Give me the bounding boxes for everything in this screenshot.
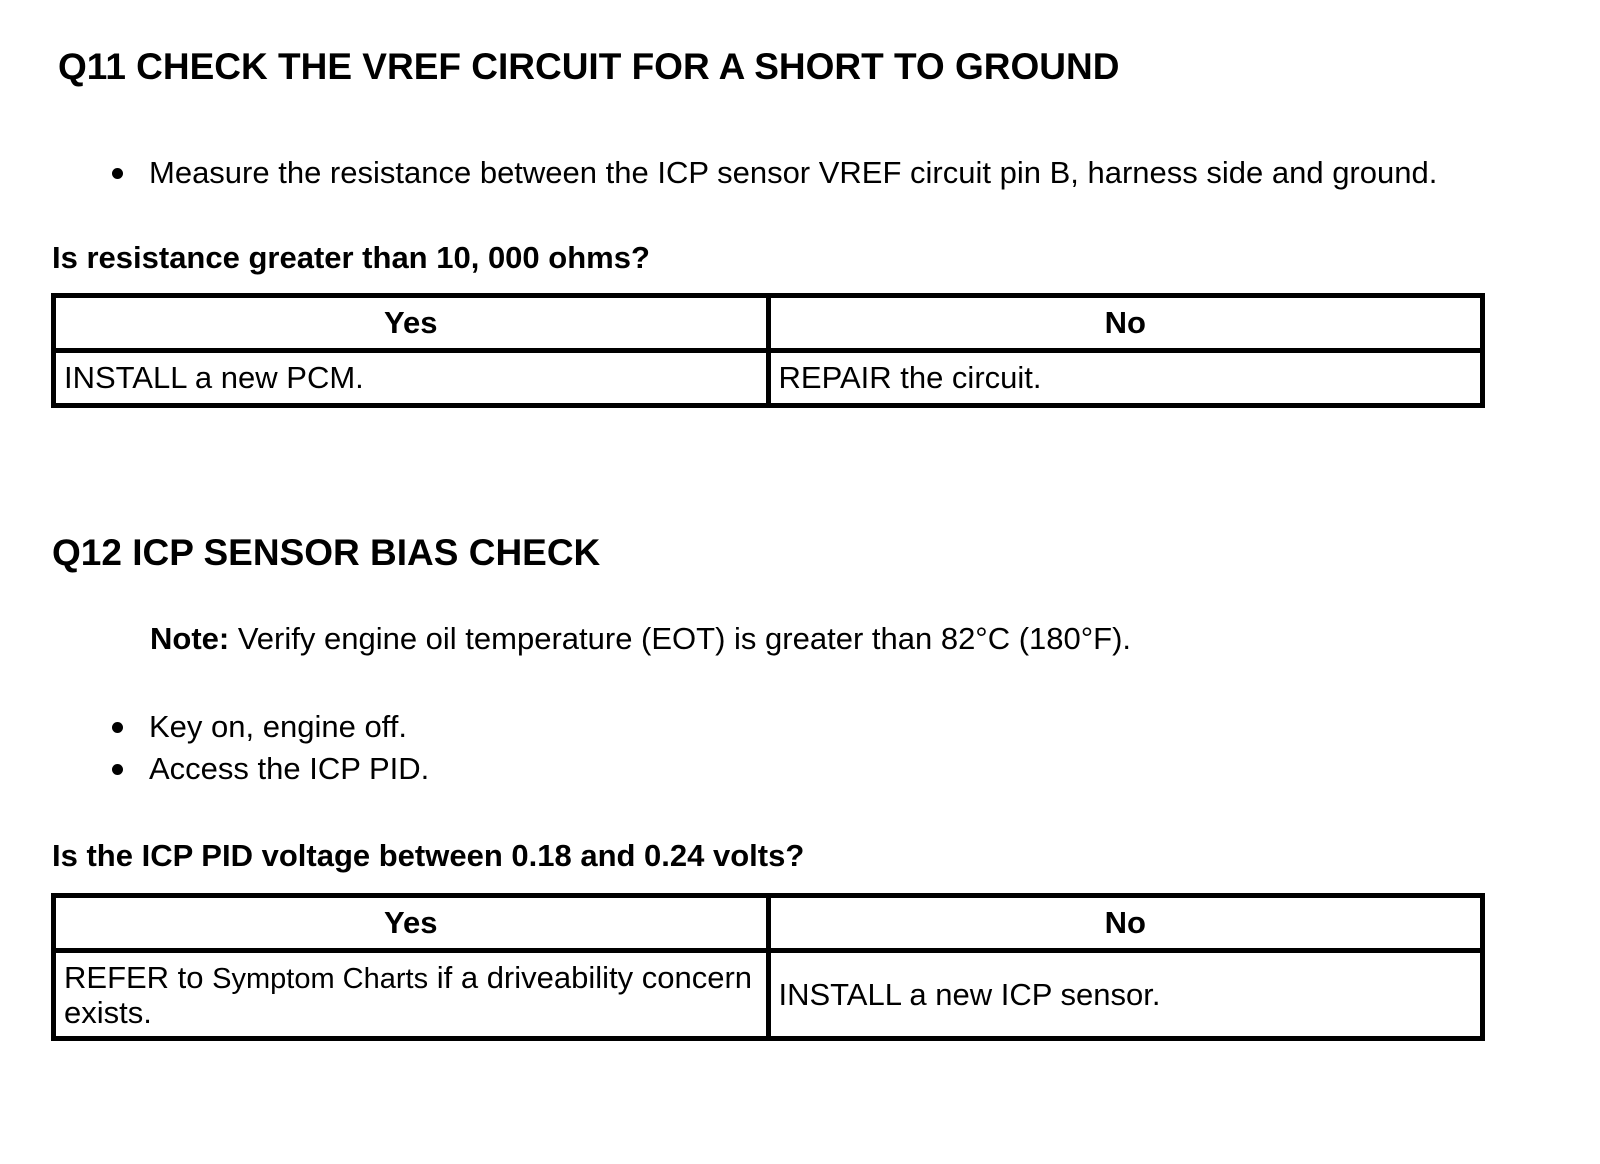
q12-note (150, 621, 1131, 657)
note-text: Verify engine oil temperature (EOT) is greater than 82°C (180°F). (229, 621, 1132, 656)
symptom-charts-link[interactable]: Symptom Charts (212, 962, 429, 995)
q12-yes-action (54, 951, 769, 1039)
q11-question: Is resistance greater than 10, 000 ohms? (52, 240, 650, 275)
table-header-row (54, 896, 1483, 951)
q12-step-list (112, 706, 429, 790)
q11-step-list (112, 152, 1437, 194)
q11-step-item: Measure the resistance between the ICP sensor VREF circuit pin B, harness side and ground. (112, 152, 1437, 194)
q12-no-action: INSTALL a new ICP sensor. (768, 951, 1483, 1039)
q11-heading: Q11 CHECK THE VREF CIRCUIT FOR A SHORT TO GROUND (58, 46, 1120, 87)
table-row (54, 951, 1483, 1039)
q12-step-item: Access the ICP PID. (112, 748, 429, 790)
q11-no-action: REPAIR the circuit. (768, 351, 1483, 406)
q12-no-header: No (768, 896, 1483, 951)
q11-no-header: No (768, 296, 1483, 351)
q12-step-item: Key on, engine off. (112, 706, 429, 748)
table-row (54, 351, 1483, 406)
q12-question: Is the ICP PID voltage between 0.18 and 0.24 volts? (52, 838, 805, 873)
q11-decision-table (51, 293, 1485, 408)
yes-action-suffix: if a driveability concern exists. (64, 959, 753, 1030)
yes-action-prefix: REFER to (64, 959, 213, 995)
q11-yes-action: INSTALL a new PCM. (54, 351, 769, 406)
q12-decision-table (51, 893, 1485, 1041)
q12-heading: Q12 ICP SENSOR BIAS CHECK (52, 532, 601, 573)
q11-yes-header: Yes (54, 296, 769, 351)
note-label: Note: (150, 621, 230, 656)
table-header-row (54, 296, 1483, 351)
q12-yes-header: Yes (54, 896, 769, 951)
